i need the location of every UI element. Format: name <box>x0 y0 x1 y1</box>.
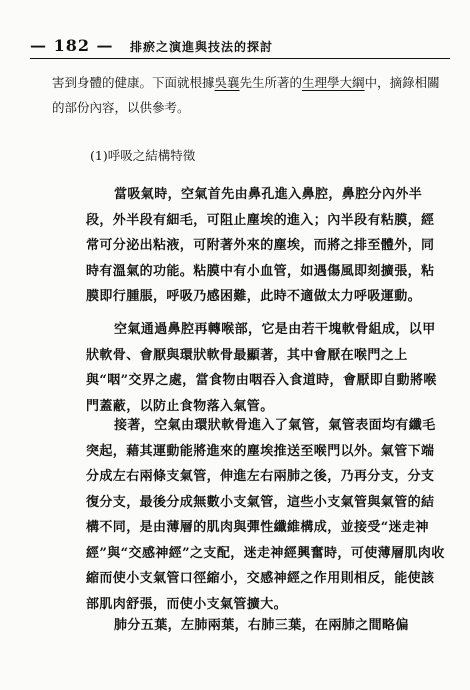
running-head: 排瘀之演進與技法的探討 <box>130 40 274 54</box>
intro-text-3: 中，摘錄相關的部份內容，以供參考。 <box>52 75 440 115</box>
body-paragraph-2: 空氣通過鼻腔再轉喉部，它是由若干塊軟骨組成，以甲狀軟骨、會厭與環狀軟骨最顯著，其中會厭在喉門之上與“咽”交界之處，當食物由咽吞入食道時，會厭即自動將喉門蓋蔽，以防止食物落入氣管。 <box>86 322 437 414</box>
body-paragraph-1: 當吸氣時，空氣首先由鼻孔進入鼻腔，鼻腔分內外半段，外半段有細毛，可阻止塵埃的進入；內半段有粘膜，經常可分泌出粘液，可附著外來的塵埃，而將之排至體外，同時有溫氣的功能。粘膜中有小血管，如遇傷風即刻擴張，粘膜即行腫脹，呼吸乃感困難，此時不適做太力呼吸運動。 <box>86 187 435 304</box>
intro-text-2: 先生所著的 <box>239 75 303 90</box>
page-header <box>30 36 450 59</box>
book-title: 生理學大綱 <box>302 75 365 90</box>
intro-text-1: 害到身體的健康。下面就根據 <box>52 75 215 90</box>
section-heading: (1)呼吸之結構特徵 <box>90 148 196 163</box>
page-number: — 182 — <box>30 36 114 55</box>
body-paragraph-4: 肺分五葉，左肺兩葉，右肺三葉，在兩肺之間略偏 <box>114 618 409 633</box>
intro-paragraph <box>52 70 444 120</box>
body-paragraph-3: 接著，空氣由環狀軟骨進入了氣管，氣管表面均有纖毛突起，藉其運動能將進來的塵埃推送至喉門以外。氣管下端分成左右兩條支氣管，伸進左右兩肺之後，乃再分支，分支復分支，最後分成無數小支氣管，這些小支氣管與氣管的結構不同，是由薄層的肌肉與彈性纖維構成，並接受“迷走神經”與“交感神經”之支配，迷走神經興奮時，可使薄層肌肉收縮而使小支氣管口徑縮小，交感神經之作用則相反，能使該部肌肉舒張，而使小支氣管擴大。 <box>86 418 445 612</box>
author-name: 吳襄 <box>214 75 240 90</box>
